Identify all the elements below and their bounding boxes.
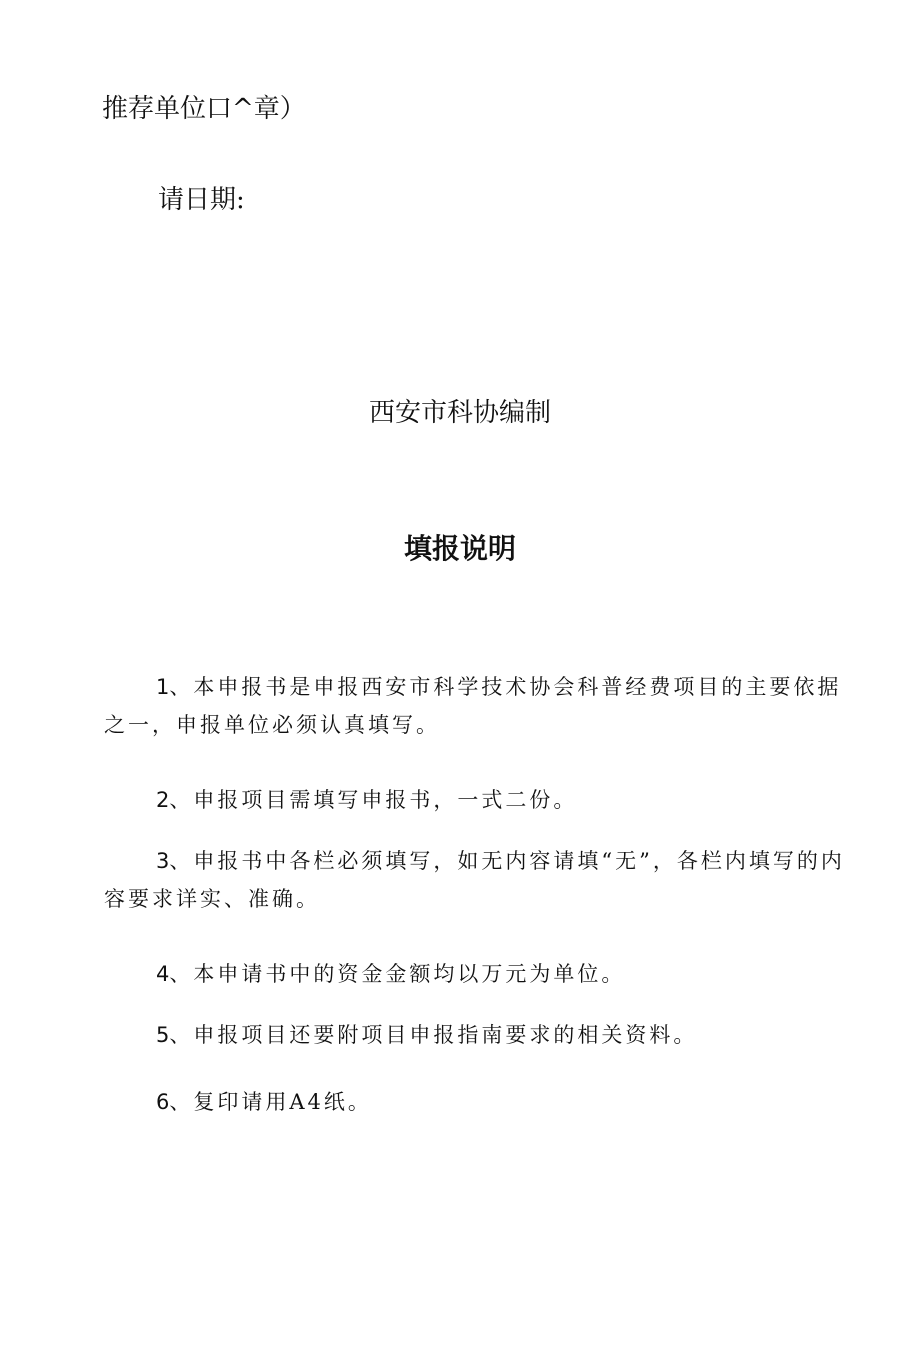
- instruction-number: 2: [156, 788, 170, 812]
- instruction-number: 5: [156, 1023, 170, 1047]
- instruction-number: 6: [156, 1090, 170, 1114]
- instruction-text: 、申报项目还要附项目申报指南要求的相关资料。: [169, 1023, 698, 1047]
- instruction-text: 、复印请用A4纸。: [169, 1090, 372, 1114]
- instruction-item: [104, 1016, 864, 1054]
- instruction-item: [104, 955, 864, 993]
- instructions-title: 填报说明: [403, 532, 516, 565]
- instruction-number: 1: [156, 675, 170, 699]
- instruction-number: 4: [156, 962, 170, 986]
- compiler-label: 西安市科协编制: [368, 398, 551, 428]
- instruction-text: 、申报项目需填写申报书，一式二份。: [169, 788, 578, 812]
- instruction-text: 、本申请书中的资金金额均以万元为单位。: [169, 962, 626, 986]
- instruction-item: [104, 668, 864, 744]
- instruction-item: [104, 1083, 864, 1121]
- instruction-item: [104, 781, 864, 819]
- instruction-text: 、申报书中各栏必须填写，如无内容请填“无”，各栏内填写的内容要求详实、准确。: [104, 849, 845, 911]
- instruction-item: [104, 842, 864, 918]
- instruction-text: 、本申报书是申报西安市科学技术协会科普经费项目的主要依据之一，申报单位必须认真填写。: [104, 675, 842, 737]
- recommend-unit-label: 推荐单位口^章）: [102, 94, 306, 124]
- apply-date-label: 请日期:: [158, 185, 245, 215]
- instruction-number: 3: [156, 849, 170, 873]
